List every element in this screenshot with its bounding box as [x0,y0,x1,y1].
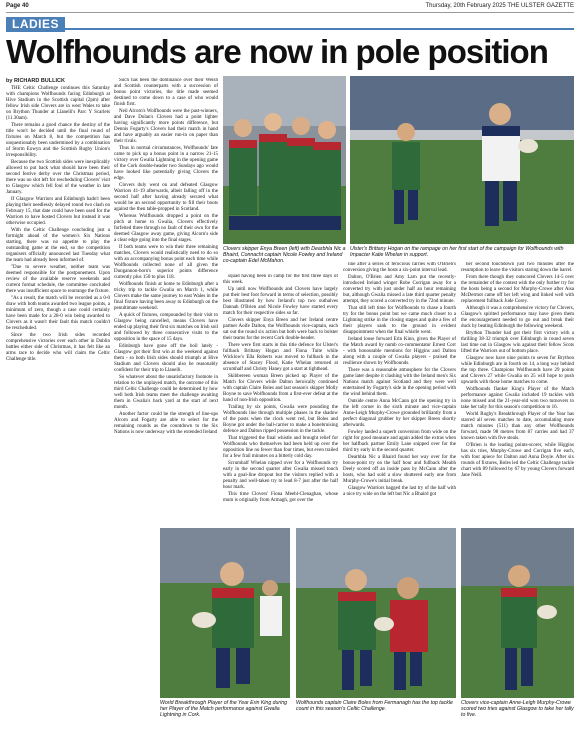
section-label: LADIES [6,17,65,32]
article-paragraph: THE Celtic Challenge continues this Saturday with champions Wolfhounds facing Edinburgh at Hive Stadium in the Scottish capital (2pm) after fellow Irish side Clovers are in west Wales to take on Brython Thunder at Llanelli's Parc Y Scarlets (11.30am). [6,86,110,121]
article-column-3 [223,274,338,526]
article-paragraph: Clovers duly went on and defeated Glasgow Warriors 41-19 afterwards, albeit falling off in the second half after having already secured what would be an second opportunity to fill their boots against the then table-propped in Scotland. [114,183,218,212]
article-paragraph: If Glasgow Warriors and Edinburgh hadn't been playing their needlessly delayed round two clash on February 15, that date could have been used for the Warriors to have hosted Clovers but instead it was otherwise occupied. [6,197,110,226]
article-paragraph: squad having been in camp for the first three days of this week. [223,274,338,285]
caption-erin-king: World Breakthrough Player of the Year Erin King during her Player of the Match performance against Gwalia Lightning in Cork. [160,700,288,718]
page-date: Thursday, 20th February 2025 THE ULSTER GAZETTE [425,3,574,9]
article-column-1 [6,78,110,733]
photo-erin-king [160,528,290,698]
article-paragraph: Another factor could be the strength of line-ups Alcorn and Fogarty are able to select for the remaining rounds as the countdown to the Six Nations is now underway with the extended Ireland [114,412,218,435]
article-paragraph: Dearbhla Nic a Bhaird found her way over for the bonus-point try on the half hour and fullback Meabh Deely scored off an inside pass by McCann after the hosts, who had sold a slow shuttered early one from Murphy-Crowe's initial break. [343,455,456,484]
photo-clovers-group [223,76,346,244]
article-paragraph: Dalton, O'Brien and Amy Larn put the recently-introduced Ireland winger Robe Corrigan away for a converted try with just under half an hour remaining but, although Gwalia missed a late third quarter penalty attempt, they scored a converted try in the 72nd minute. [343,275,456,304]
headline: Wolfhounds are now in pole position [6,33,548,70]
article-paragraph: So whatever about the unsatisfactory footnote in relation to the unplayed match, the outcome of this third Celtic Challenge could be determined by how well both Irish teams meet the challenge awaiting them in Gwalia's back yard at the start of next month. [114,375,218,410]
photo-hogan-rampage [350,76,574,244]
article-column-5 [461,262,574,526]
article-paragraph: "Due to severe weather, neither team was deemed responsible for the postponement. Upon review of the available reserve weekends and current format schedule, the committee concluded there was insufficient space to rearrange the fixture. [6,265,110,294]
byline: by RICHARD BULLICK [6,78,65,84]
article-column-4 [343,262,456,526]
article-paragraph: Because the two Scottish sides were inexplicably allowed to put back what should have been their second festive derby over the Christmas period, there was no slot left for rescheduling Clovers' visit to Glasgow which fell foul of the weather in late January. [6,160,110,195]
article-paragraph: Although it was a comprehensive victory for Clovers, Glasgow's spirited performance may have given them the encouragement needed to go out and break their duck by beating Edinburgh the following weekend. [461,306,574,329]
article-paragraph: "As a result, the match will be recorded as a 0-0 draw with both teams awarded two league points, a minimum of zero, though a case could certainly have been made for a 28-0 win being awarded to Clovers as it wasn't their fault this match couldn't be rescheduled. [6,296,110,331]
article-paragraph: This time Clovers' Fiona Meehl-Clenaghan, whose mum is originally from Armagh, got over the [223,492,338,503]
article-paragraph: Since the two Irish sides recorded comprehensive victories over each other in Dublin battles either side of Christmas, it has felt like an arms race to decide who will claim the Celtic Challenge title. [6,333,110,362]
section-banner [6,15,574,30]
article-paragraph: Up until now Wolfhounds and Clovers have largely put their best foot forward in terms of selection, possibly best illustrated by how Ireland's top two outhalves Dannah O'Brien and Nicole Fowley have started every match for their respective sides so far. [223,287,338,316]
article-paragraph: With the Celtic Challenge concluding just a fortnight ahead of the women's Six Nations starting, there was no appetite to play the outstanding game at the end, so the competition organisers officially announced last Tuesday what the team had already been informed of. [6,228,110,263]
photo-hogan-rampage-image [350,76,574,244]
photo-claire-boles-image [296,528,456,698]
article-paragraph: Thus in normal circumstances, Wolfhounds' fate came to pick up a bonus point in a narrow 21-15 victory over Gwalia Lightning in the opening game of the Cork double-header two Sundays ago would have looked like potentially giving Clovers the edge. [114,146,218,181]
page-header [6,3,574,13]
article-paragraph: Whereas Wolfhounds dropped a point on the pitch at home to Gwalia, Clovers effectively forfeited three through no fault of their own for the deemed Glasgow away game, giving Alcorn's side a clear edge going into the final stages. [114,214,218,243]
page-number: Page 40 [6,3,29,9]
article-paragraph: World Rugby's Breakthrough Player of the Year has starred all seven matches to date, accumulating more match minutes (511) than any other Wolfhounds forward, made 98 metres from 87 carries and had 37 known taken with five steals. [461,412,574,441]
photo-clovers-group-image [223,76,346,244]
article-paragraph: Skibbereen woman Breen picked up Player of the Match for Clovers while Dalton heroically continued with captain Claire Boles and last season's skipper Molly Boyne to save Wolfhounds from a first-ever defeat at the hand of non-Irish opposition. [223,374,338,403]
article-paragraph: line after a series of ferocious carries with O'Brien's conversion giving the hosts a six-point interval lead. [343,262,456,273]
article-paragraph: That still left time for Wolfhounds to chase a fourth try for the bonus point but we came much closer to a Lightning strike in the closing stages and quite a few of their players sank to the ground in evident disappointment when the final whistle went. [343,306,456,335]
article-paragraph: Scrumhalf Whelan nipped over for a Wolfhounds try early in the second quarter after Gwalia missed touch with a goal-line dropout but the visitors replied with a penalty and well-taken try to lead 8-7 just after the half hour mark. [223,461,338,490]
article-paragraph: Trailing by six points, Gwalia were pounding the Wolfhounds line through multiple phases in the shadow of the posts when the clock went red, but Boles and Boyne got under the ball-carrier to make a bonebruising defence and Dalton ripped possession in the tackle. [223,405,338,434]
article-paragraph: Glasgow now have nine points to seven for Brython while Edinburgh are in fourth on 14, a long way behind the top three. Champions Wolfhounds have 29 points and Clovers 27 while Gwalia on 25 will hope to push upwards with those home matches to come. [461,356,574,385]
article-paragraph: A quick of fixtures, compounded by their visit to Glasgow being cancelled, means Clovers have ended up playing their first six matches on Irish soil and followed by three consecutive visits to the opposition in the space of 15 days. [114,313,218,342]
caption-murphy-crowe: Clovers vice-captain Anne-Leigh Murphy-Crowe scored two tries against Glasgow to take her tally to five. [461,700,574,718]
article-paragraph: Wolfhounds flanker King's Player of the Match performance against Gwalia included 19 tackles with none missed and the 21-year-old won two turnovers to take her tally for this season's competition to 16. [461,387,574,410]
article-paragraph: Clovers skipper Enya Breen and her Ireland centre partner Aoife Dalton, the Wolfhounds vice-captain, each sat out the round six action but both were back to bolster their teams for the recent Cork double-header. [223,318,338,341]
article-paragraph: Neil Alcorn's Wolfhounds were the past-winners, and Dave Dolan's Clovers had a point lighter having significantly more points difference, but Dennis Fogarty's Clovers had their match in hand and have arguably an easier run-in on paper than their rivals. [114,109,218,144]
photo-claire-boles [296,528,456,698]
article-paragraph: There were first starts in this title defence for Ulster's fullback Brittany Hogan and Fiona Tuite while Wicklow's Ella Roberts was moved to fullback in the absence of Stacey Flood, Katie Whelan returned at scrumhalf and Christy Haney got a start at tighthead. [223,343,338,372]
caption-claire-boles: Wolfhounds captain Claire Boles from Fermanagh has the top tackle count in this season's Celtic Challenge. [296,700,453,712]
article-paragraph: Edinburgh have gone off the boil lately - Glasgow got their first win at the weekend against them - so both Irish sides should triumph at Hive Stadium and Clovers should also be reasonably confident for their trip to Llanelli. [114,344,218,373]
photo-erin-king-image [160,528,290,698]
article-paragraph: Wolfhounds finish at home to Edinburgh after a tricky trip to tackle Gwalia on March 1, while Clovers make the same journey to east Wales in the final fixture having been away to Edinburgh on the penultimate weekend. [114,282,218,311]
article-paragraph: O'Brien is the leading points-scorer, while Higgins has six tries, Murphy-Crowe and Corrigan five each, with four apiece for Dalton and Anna Doyle. After six rounds of fixtures, Boles led the Celtic Challenge tackle chart with 89 followed by 67 by young Clovers forward Jane Neill. [461,443,574,478]
photo-murphy-crowe [461,528,574,698]
article-paragraph: Ireland loose forward Erin Kinn, given the Player of the Match award by numb co-commentator Ernest Corr - with honourable mentions for Higgins and Dalton along with a couple of Gwalia players - praised the resilience shown by Wolfhounds. [343,337,456,366]
article-paragraph: There remains a good chance the destiny of the title won't be decided until the final round of fixtures on March 8, but the competition has unquestionably been undermined by a combination of Storm Eowyn and the Scottish Rugby Union's irresponsibility. [6,123,110,158]
article-paragraph: That triggered the final whistle and brought relief for Wolfhounds who themselves had been held up over the opposition line no fewer than four times, but even trailed for a few frail minutes on a bitterly cold day. [223,436,338,459]
caption-clovers-group: Clovers skipper Enya Breen (left) with Dearbhla Nic a Bhaird, Connacht captain Nicole Fowley and Ireland co-captain Edel McMahon. [223,246,346,264]
article-paragraph: Such has been the dominance over their Welsh and Scottish counterparts with a succession of bonus point victories, the title made seemed destined to come down to a case of who would finish first. [114,78,218,107]
caption-hogan: Ulster's Brittany Hogan on the rampage on her first start of the campaign for Wolfhounds with Impacter Katie Whelan in support. [350,246,564,258]
article-paragraph: her second touchdown just two minutes after the resumption to leave the visitors staring down the barrel. [461,262,574,273]
article-paragraph: Fowley landed a superb conversion from wide on the right for good measure and again added the extras when her halfback partner Emily Lane snipped over for the third try early in the second quarter. [343,430,456,453]
article-paragraph: Glasgow Warriors bagged the last try of the half with a nice try wide on the left but Nic a Bhaird got [343,486,456,497]
article-paragraph: From there though they outscored Clovers 14-5 over the remainder of the contest with the only further try for the hosts being a second for Murphy-Crowe after Aisa McDermot came off her left wing and linked well with replacement fullback Jude Corey. [461,275,574,304]
article-paragraph: Brython Thunder had got their first victory with a thrilling 38-32 triumph over Edinburgh in round seven last time out in Glasgow win against their fellow Scots lifted the Warriors out of bottom place. [461,331,574,354]
article-paragraph: There was a reasonable atmosphere for the Clovers game later despite it clashing with the Ireland men's Six Nations match against Scotland and they were well entertained by Fogarty's side in the opening period with the wind behind them. [343,368,456,397]
article-paragraph: Outside centre Anna McCann got the opening try in the left corner in the sixth minute and vice-captain Anne-Leigh Murphy-Crowe grounded brilliantly from a perfect diagonal grubber by her skipper Breen shortly afterwards. [343,399,456,428]
article-paragraph: If both teams were to win their three remaining matches, Clovers would realistically need to do so with an accompanying bonus point each time while Wolfhounds collected none of all given the Dungannon-born's superior points difference currently plus 150 to plus 118. [114,245,218,280]
photo-murphy-crowe-image [461,528,574,698]
